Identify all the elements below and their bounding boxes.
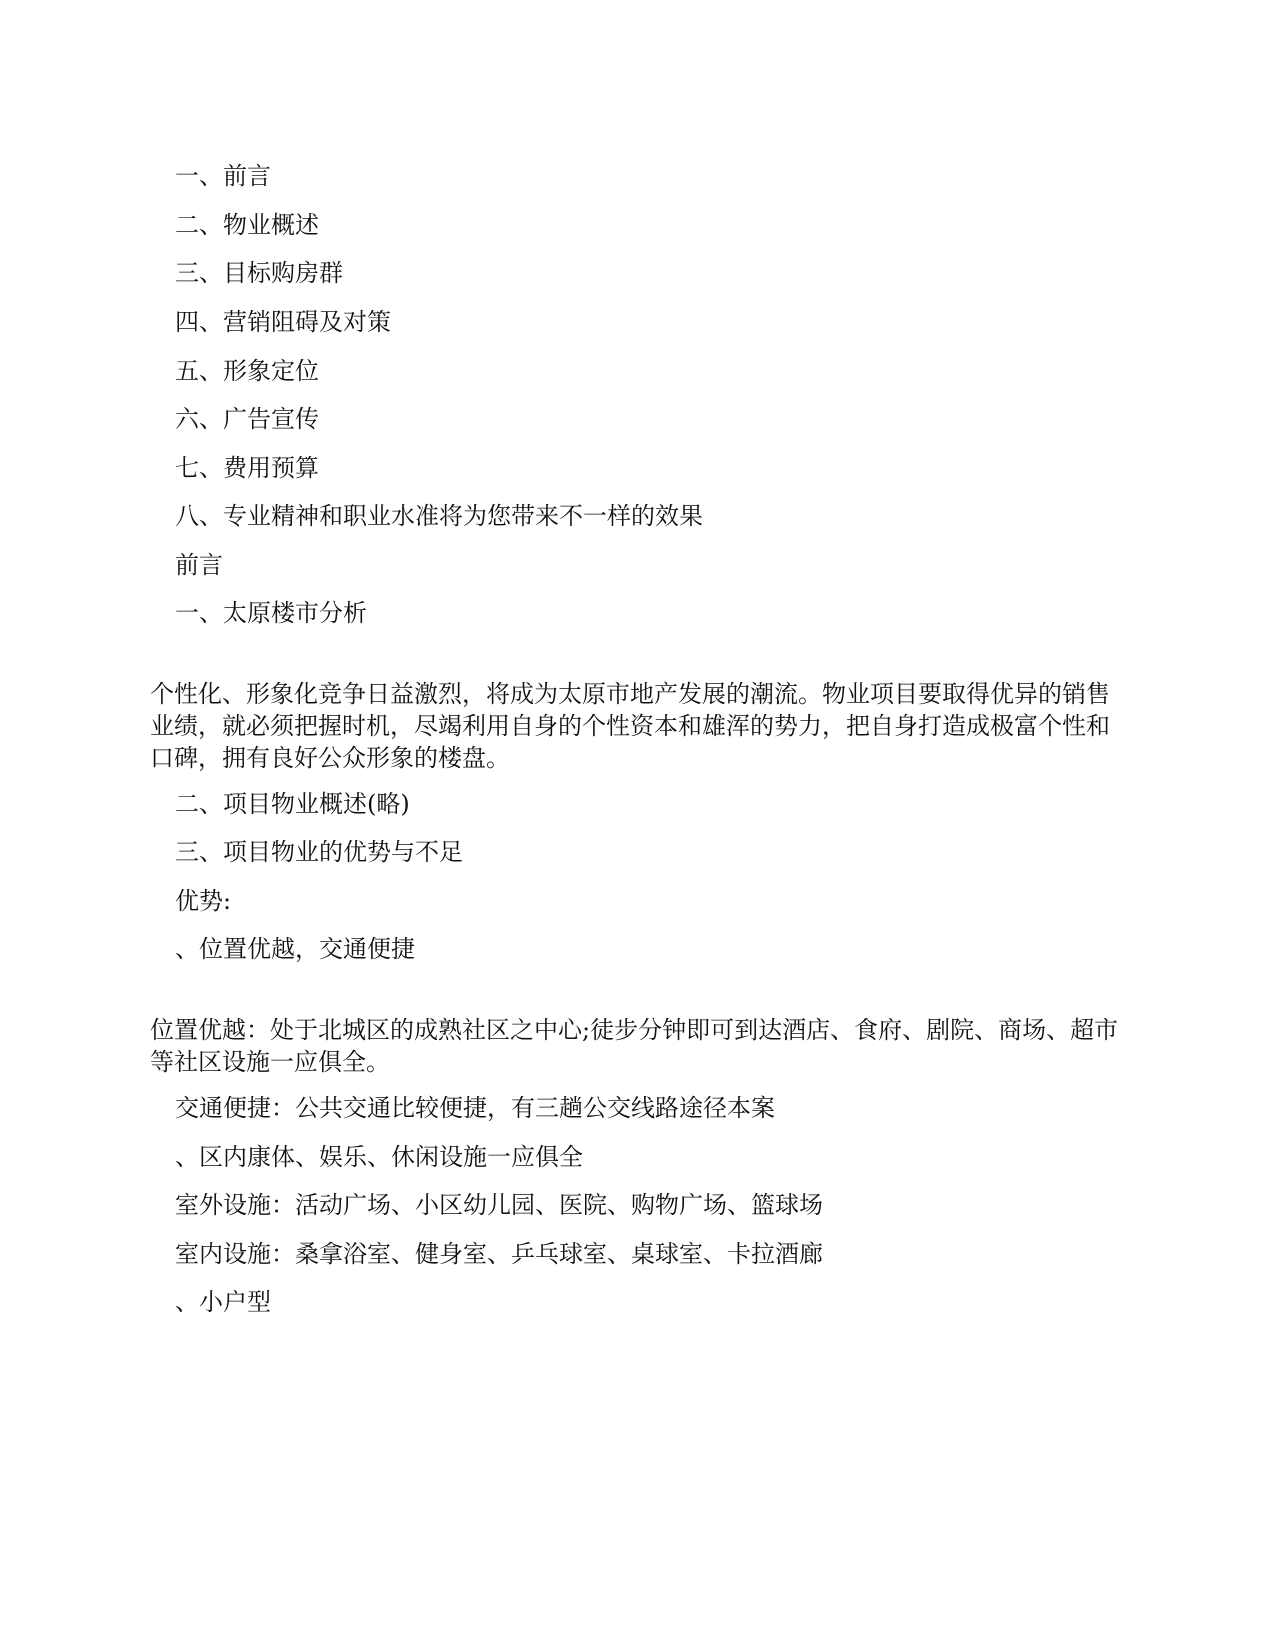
outdoor-facilities-text: 室外设施：活动广场、小区幼儿园、医院、购物广场、篮球场 — [175, 1191, 823, 1219]
section-heading-market-analysis: 一、太原楼市分析 — [175, 599, 367, 627]
section-heading-property-overview: 二、项目物业概述(略) — [175, 790, 410, 818]
location-paragraph: 位置优越：处于北城区的成熟社区之中心;徒步分钟即可到达酒店、食府、剧院、商场、超市等社区设施一应俱全。 — [150, 1016, 1119, 1076]
toc-item-5: 五、形象定位 — [175, 357, 319, 385]
preface-heading: 前言 — [175, 551, 223, 579]
indoor-facilities-text: 室内设施：桑拿浴室、健身室、乒乓球室、桌球室、卡拉酒廊 — [175, 1240, 823, 1268]
transport-text: 交通便捷：公共交通比较便捷，有三趟公交线路途径本案 — [175, 1094, 775, 1122]
advantages-label: 优势: — [175, 887, 232, 915]
advantage-facilities-heading: 、区内康体、娱乐、休闲设施一应俱全 — [175, 1143, 583, 1171]
toc-item-2: 二、物业概述 — [175, 211, 319, 239]
toc-item-8: 八、专业精神和职业水准将为您带来不一样的效果 — [175, 502, 703, 530]
toc-item-6: 六、广告宣传 — [175, 405, 319, 433]
toc-item-4: 四、营销阻碍及对策 — [175, 308, 391, 336]
toc-item-1: 一、前言 — [175, 162, 271, 190]
toc-item-7: 七、费用预算 — [175, 454, 319, 482]
advantage-location-heading: 、位置优越，交通便捷 — [175, 935, 415, 963]
section-heading-strengths-weaknesses: 三、项目物业的优势与不足 — [175, 838, 463, 866]
advantage-small-units-heading: 、小户型 — [175, 1288, 271, 1316]
market-analysis-paragraph: 个性化、形象化竞争日益激烈，将成为太原市地产发展的潮流。物业项目要取得优异的销售业绩，就必须把握时机，尽竭利用自身的个性资本和雄浑的势力，把自身打造成极富个性和口碑，拥有良好公众形象的楼盘。 — [150, 680, 1110, 772]
toc-item-3: 三、目标购房群 — [175, 259, 343, 287]
